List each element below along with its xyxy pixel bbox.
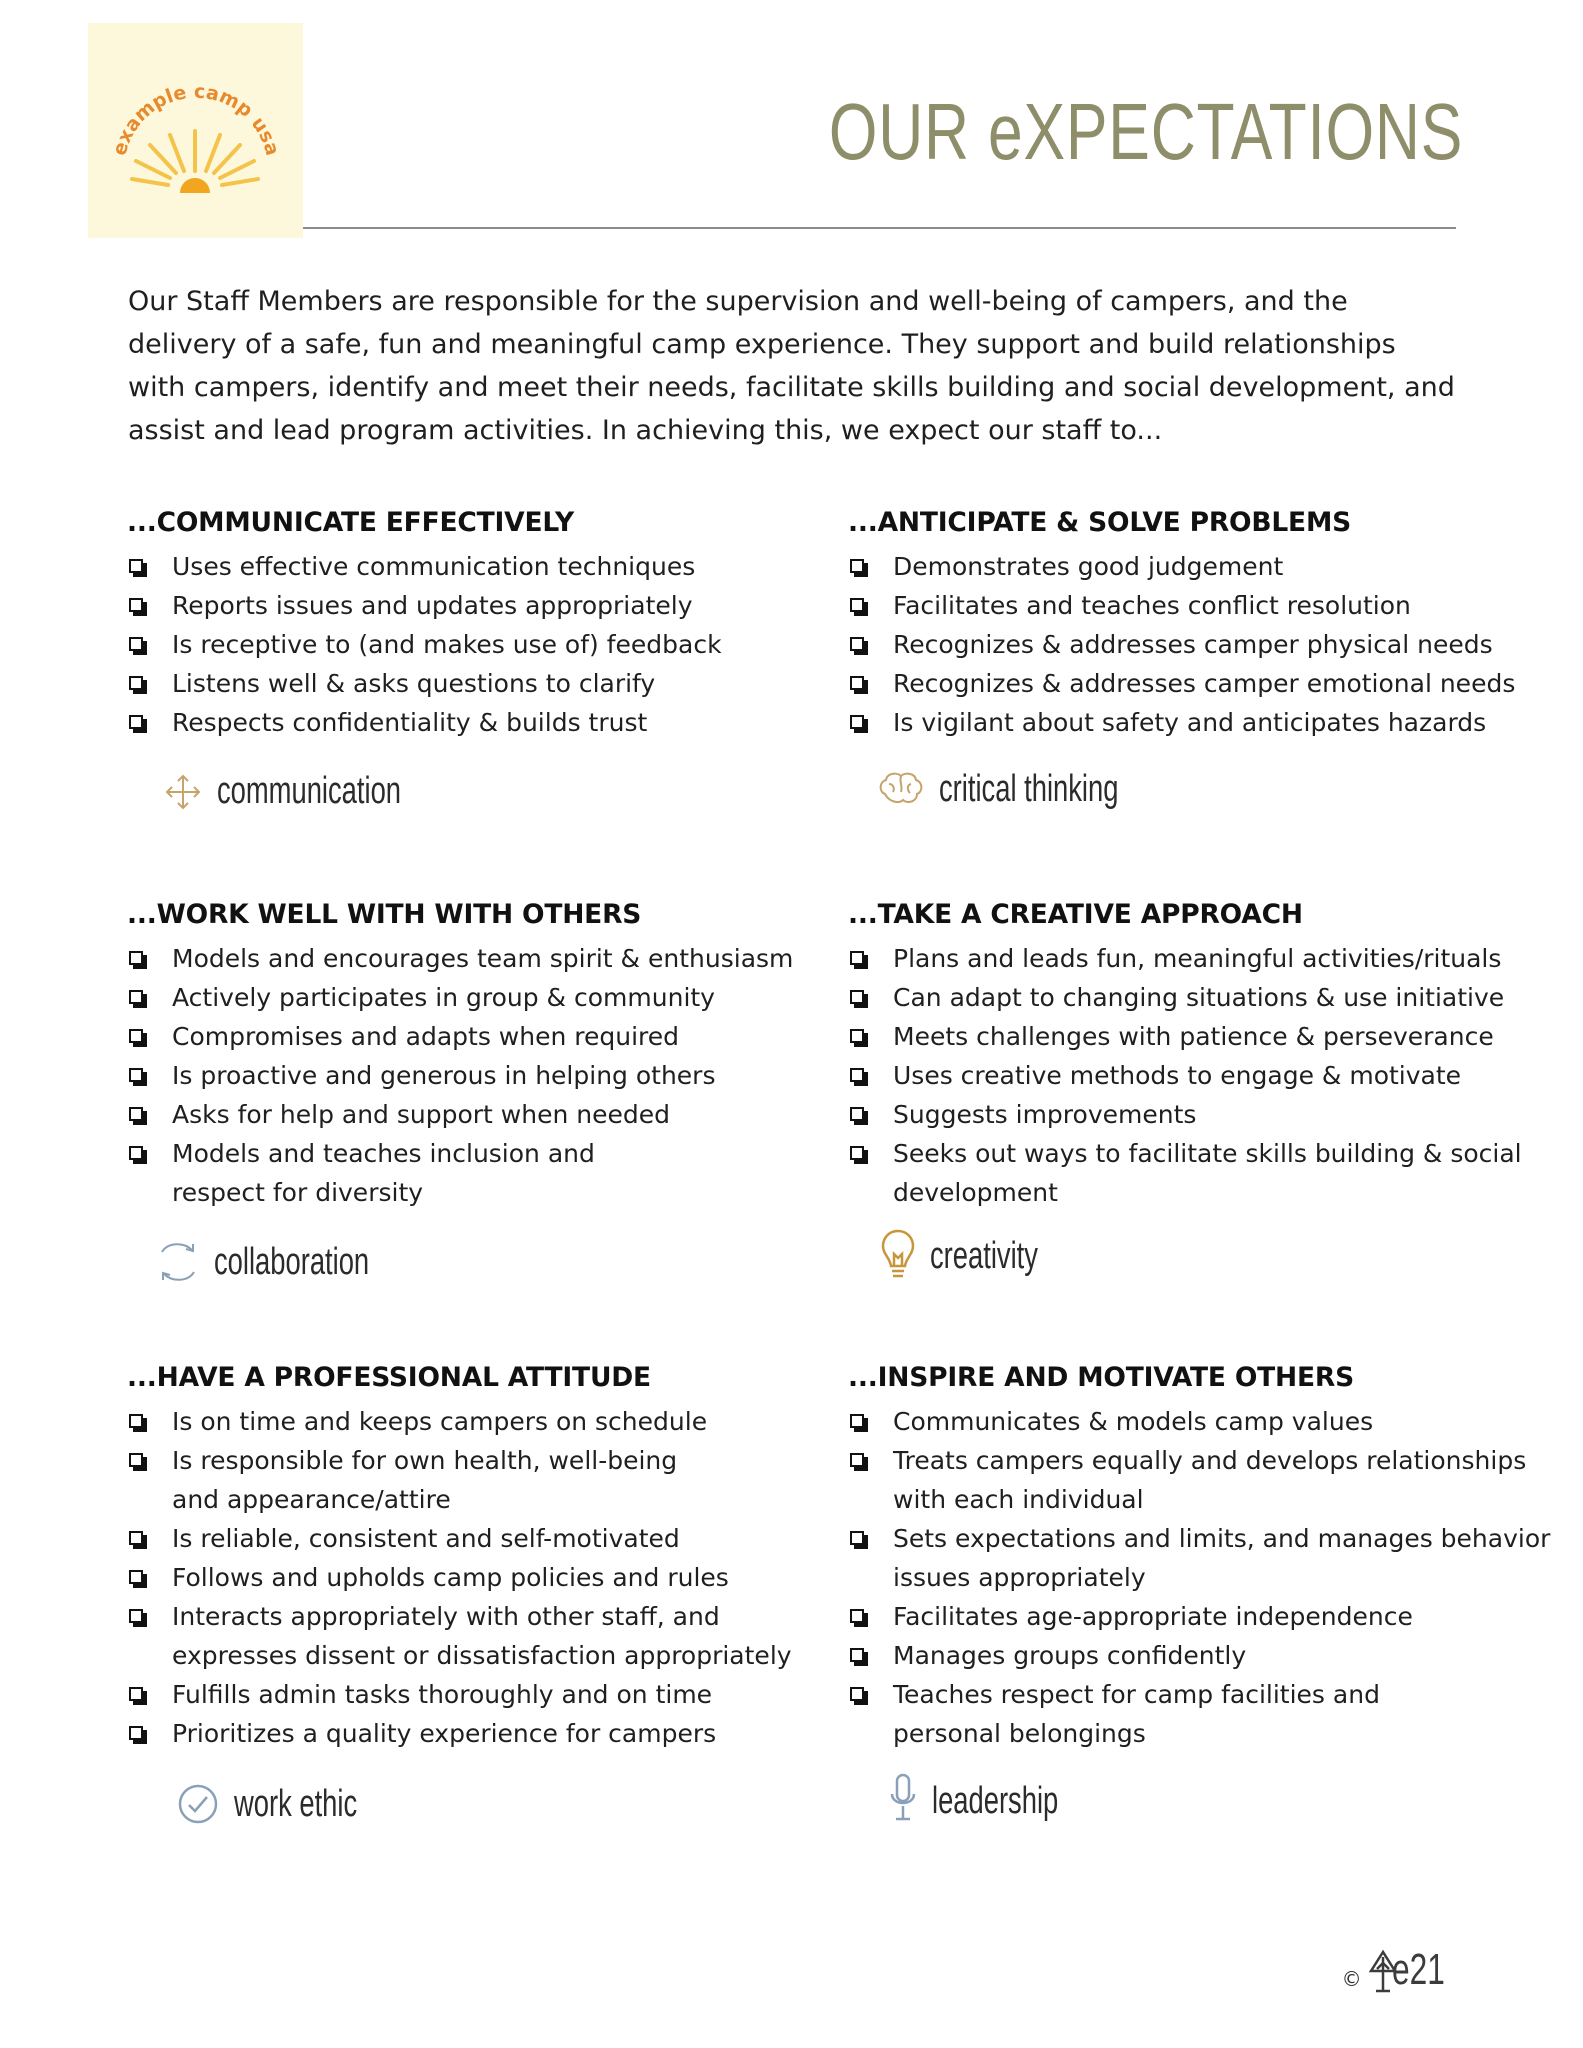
checkbox-icon xyxy=(129,1107,143,1121)
list-item: Can adapt to changing situations & use initiative xyxy=(848,978,1528,1017)
check-circle-icon xyxy=(176,1782,220,1826)
list-item: Is receptive to (and makes use of) feedback xyxy=(127,625,807,664)
checkbox-icon xyxy=(129,1609,143,1623)
checkbox-icon xyxy=(129,1068,143,1082)
list-item: Communicates & models camp values xyxy=(848,1402,1528,1441)
checkbox-icon xyxy=(850,637,864,651)
tag-label: creativity xyxy=(930,1234,1038,1277)
list-item: Uses creative methods to engage & motivate xyxy=(848,1056,1528,1095)
checkbox-icon xyxy=(129,1531,143,1545)
section-heading: ...ANTICIPATE & SOLVE PROBLEMS xyxy=(848,507,1351,538)
cycle-arrows-icon xyxy=(156,1238,200,1286)
list-item: Manages groups confidently xyxy=(848,1636,1528,1675)
list-item: Is on time and keeps campers on schedule xyxy=(127,1402,807,1441)
checkbox-icon xyxy=(850,676,864,690)
list-item: Follows and upholds camp policies and rules xyxy=(127,1558,807,1597)
brain-icon xyxy=(877,770,925,810)
tag-collaboration xyxy=(156,1238,429,1286)
checkbox-icon xyxy=(850,951,864,965)
lightbulb-icon xyxy=(880,1228,916,1284)
checkbox-icon xyxy=(850,1453,864,1467)
checkbox-icon xyxy=(850,559,864,573)
checkbox-icon xyxy=(850,1107,864,1121)
list-item: Suggests improvements xyxy=(848,1095,1528,1134)
list-item: Asks for help and support when needed xyxy=(127,1095,807,1134)
checkbox-icon xyxy=(850,1609,864,1623)
tag-critical-thinking xyxy=(877,768,1188,811)
checkbox-icon xyxy=(850,1068,864,1082)
checkbox-icon xyxy=(850,1414,864,1428)
list-item: Is proactive and generous in helping others xyxy=(127,1056,807,1095)
list-item: Sets expectations and limits, and manages behavior issues appropriately xyxy=(848,1519,1573,1597)
sun-logo-icon xyxy=(88,23,303,238)
section-inspire xyxy=(848,1360,1551,1753)
section-communicate xyxy=(127,505,807,742)
list-item: Plans and leads fun, meaningful activities/rituals xyxy=(848,939,1528,978)
list-item: Interacts appropriately with other staff, and expresses dissent or dissatisfaction appropriately xyxy=(127,1597,812,1675)
section-professional xyxy=(127,1360,807,1753)
arrows-icon xyxy=(163,772,203,812)
section-heading: ...HAVE A PROFESSIONAL ATTITUDE xyxy=(127,1362,651,1393)
checkbox-icon xyxy=(850,990,864,1004)
checkbox-icon xyxy=(129,1414,143,1428)
list-item: Models and teaches inclusion and respect for diversity xyxy=(127,1134,692,1212)
checkbox-icon xyxy=(850,1531,864,1545)
tag-work-ethic xyxy=(176,1782,405,1826)
section-heading: ...WORK WELL WITH WITH OTHERS xyxy=(127,899,642,930)
checkbox-icon xyxy=(850,1648,864,1662)
tag-label: collaboration xyxy=(214,1240,370,1283)
list-item: Is reliable, consistent and self-motivated xyxy=(127,1519,807,1558)
checkbox-icon xyxy=(850,715,864,729)
checkbox-icon xyxy=(129,1687,143,1701)
list-item: Actively participates in group & community xyxy=(127,978,807,1017)
brand-name: e21 xyxy=(1391,1945,1445,1994)
microphone-icon xyxy=(888,1772,918,1830)
section-anticipate xyxy=(848,505,1528,742)
checkbox-icon xyxy=(850,598,864,612)
tag-label: work ethic xyxy=(234,1782,358,1825)
list-item: Compromises and adapts when required xyxy=(127,1017,807,1056)
tag-creativity xyxy=(880,1228,1080,1284)
checkbox-icon xyxy=(129,559,143,573)
list-item: Is responsible for own health, well-being and appearance/attire xyxy=(127,1441,732,1519)
list-item: Facilitates and teaches conflict resolution xyxy=(848,586,1528,625)
checkbox-icon xyxy=(129,676,143,690)
section-creative xyxy=(848,897,1528,1212)
list-item: Recognizes & addresses camper physical needs xyxy=(848,625,1528,664)
list-item: Listens well & asks questions to clarify xyxy=(127,664,807,703)
checkbox-icon xyxy=(850,1029,864,1043)
checkbox-icon xyxy=(850,1687,864,1701)
list-item: Seeks out ways to facilitate skills building & social development xyxy=(848,1134,1533,1212)
checkbox-icon xyxy=(129,1453,143,1467)
list-item: Demonstrates good judgement xyxy=(848,547,1528,586)
checkbox-icon xyxy=(129,715,143,729)
list-item: Meets challenges with patience & perseverance xyxy=(848,1017,1528,1056)
copyright-symbol: © xyxy=(1341,1967,1362,1991)
list-item: Teaches respect for camp facilities and personal belongings xyxy=(848,1675,1493,1753)
logo-text: example camp usa xyxy=(108,80,284,158)
list-item: Recognizes & addresses camper emotional needs xyxy=(848,664,1528,703)
title-divider xyxy=(303,227,1456,229)
tag-label: critical thinking xyxy=(939,768,1119,810)
checkbox-icon xyxy=(850,1146,864,1160)
tag-label: leadership xyxy=(932,1779,1059,1822)
intro-paragraph: Our Staff Members are responsible for the supervision and well-being of campers, and the delivery of a safe, fun and meaningful camp experience. They support and build relationships with campers, identify and meet their needs, facilitate skills building and social development, and assist and lead program activities. In achieving this, we expect our staff to... xyxy=(128,286,1455,446)
section-heading: ...TAKE A CREATIVE APPROACH xyxy=(848,899,1303,930)
camp-logo xyxy=(88,23,303,238)
checkbox-icon xyxy=(129,951,143,965)
tag-label: communication xyxy=(217,770,402,812)
checkbox-icon xyxy=(129,1146,143,1160)
list-item: Respects confidentiality & builds trust xyxy=(127,703,807,742)
checkbox-icon xyxy=(129,990,143,1004)
section-heading: ...COMMUNICATE EFFECTIVELY xyxy=(127,507,574,538)
list-item: Is vigilant about safety and anticipates hazards xyxy=(848,703,1528,742)
list-item: Fulfills admin tasks thoroughly and on time xyxy=(127,1675,807,1714)
checkbox-icon xyxy=(129,637,143,651)
section-work-well xyxy=(127,897,807,1212)
tag-communication xyxy=(163,770,473,813)
footer-brand xyxy=(1342,1945,1465,1995)
list-item: Facilitates age-appropriate independence xyxy=(848,1597,1528,1636)
list-item: Treats campers equally and develops relationships with each individual xyxy=(848,1441,1553,1519)
list-item: Reports issues and updates appropriately xyxy=(127,586,807,625)
section-heading: ...INSPIRE AND MOTIVATE OTHERS xyxy=(848,1362,1355,1393)
list-item: Models and encourages team spirit & enthusiasm xyxy=(127,939,807,978)
list-item: Uses effective communication techniques xyxy=(127,547,807,586)
list-item: Prioritizes a quality experience for campers xyxy=(127,1714,807,1753)
checkbox-icon xyxy=(129,1029,143,1043)
checkbox-icon xyxy=(129,1726,143,1740)
tag-leadership xyxy=(888,1772,1107,1830)
page-title: OUR eXPECTATIONS xyxy=(828,87,1463,176)
checkbox-icon xyxy=(129,598,143,612)
checkbox-icon xyxy=(129,1570,143,1584)
